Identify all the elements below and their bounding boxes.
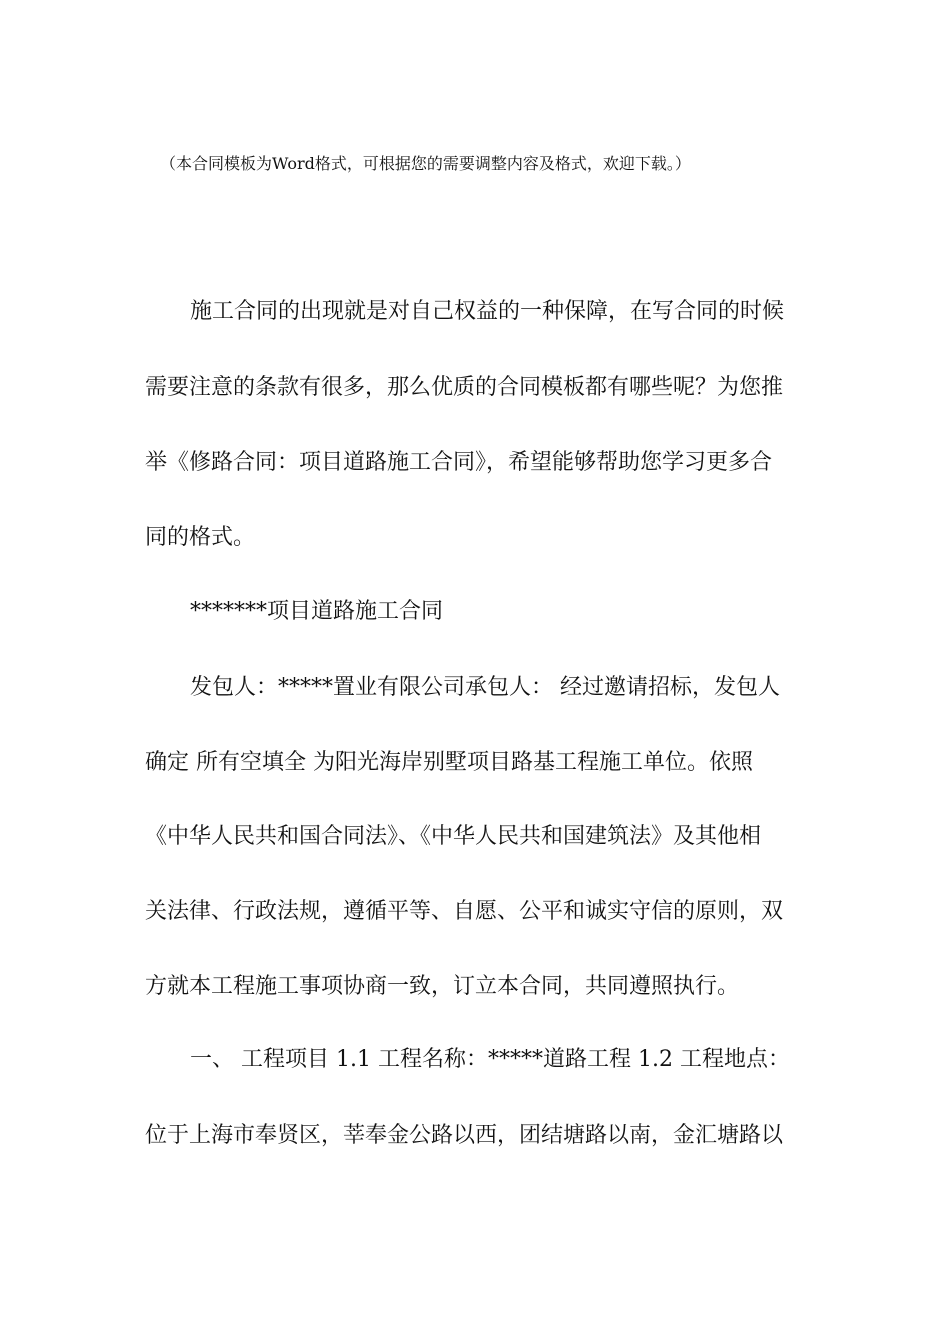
- party-line-4: 关法律、行政法规，遵循平等、自愿、公平和诚实守信的原则，双: [145, 899, 784, 924]
- party-line-2: 确定 所有空填全 为阳光海岸别墅项目路基工程施工单位。依照: [145, 750, 753, 775]
- intro-line-2: 需要注意的条款有很多，那么优质的合同模板都有哪些呢？为您推: [145, 375, 784, 400]
- party-line-5: 方就本工程施工事项协商一致，订立本合同，共同遵照执行。: [145, 974, 740, 999]
- party-line-1: 发包人：*****置业有限公司承包人： 经过邀请招标，发包人: [190, 675, 780, 700]
- contract-title: *******项目道路施工合同: [190, 599, 444, 624]
- intro-line-1: 施工合同的出现就是对自己权益的一种保障，在写合同的时候: [190, 299, 785, 324]
- intro-line-3: 举《修路合同：项目道路施工合同》，希望能够帮助您学习更多合: [145, 450, 773, 475]
- project-section-line-1: 一、 工程项目 1.1 工程名称：*****道路工程 1.2 工程地点：: [190, 1047, 790, 1072]
- project-section-line-2: 位于上海市奉贤区，莘奉金公路以西，团结塘路以南，金汇塘路以: [145, 1123, 784, 1148]
- party-line-3: 《中华人民共和国合同法》、《中华人民共和国建筑法》及其他相: [145, 824, 762, 849]
- template-note: （本合同模板为Word格式，可根据您的需要调整内容及格式，欢迎下载。）: [160, 154, 691, 173]
- intro-line-4: 同的格式。: [145, 525, 256, 550]
